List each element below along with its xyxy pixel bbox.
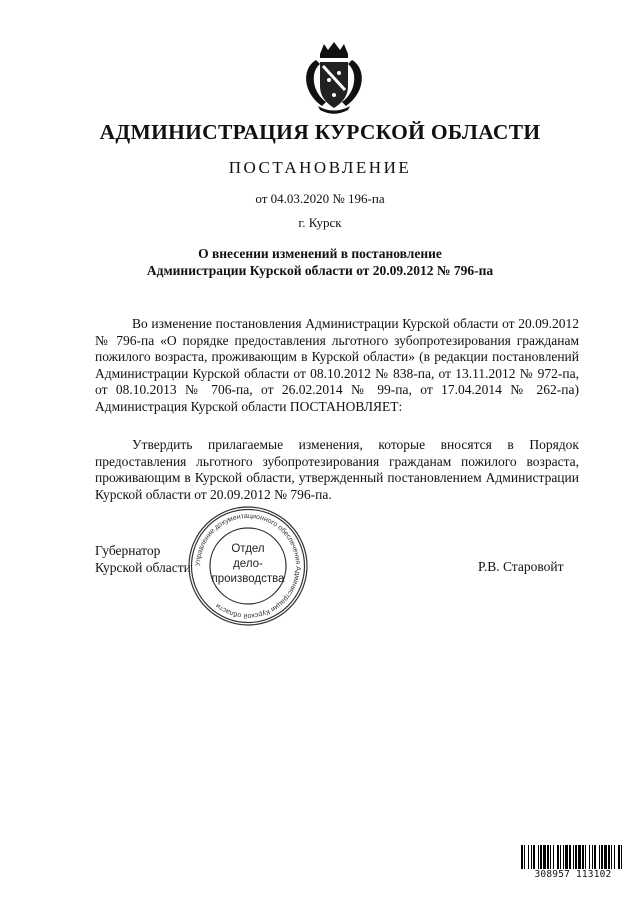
barcode-bar bbox=[582, 845, 584, 869]
barcode-bar bbox=[614, 845, 615, 869]
barcode-bar bbox=[538, 845, 539, 869]
barcode-bar bbox=[575, 845, 577, 869]
date-number: от 04.03.2020 № 196-па bbox=[255, 191, 385, 206]
coat-of-arms-icon bbox=[296, 40, 372, 116]
barcode-bar bbox=[563, 845, 564, 869]
barcode-bar bbox=[540, 845, 542, 869]
signatory-name: Р.В. Старовойт bbox=[478, 559, 564, 574]
barcode-bar bbox=[618, 845, 620, 869]
barcode-bar bbox=[604, 845, 607, 869]
barcode-bar bbox=[521, 845, 523, 869]
office-stamp bbox=[186, 504, 310, 628]
position-line: Губернатор bbox=[95, 543, 161, 558]
barcode-bar bbox=[611, 845, 612, 869]
barcode-bar bbox=[553, 845, 554, 869]
barcode-bar bbox=[524, 845, 525, 869]
barcode-bar bbox=[601, 845, 603, 869]
barcode-bar bbox=[599, 845, 600, 869]
paragraph-text: Во изменение постановления Администрации Курской области от 20.09.2012 № 796-па «О порядке предоставления льготного зубопротезирования гражданам пожилого возраста, проживающим в Курской области» (в редакции постановлений Администрации Курской области от 08.10.2012 № 838-па, от 13.11.2012 № 972-па, от 08.10.2013 № 706-па, от 26.02.2014 № 99-па, от 17.04.2014 № 262-па) Администрация Курской области ПОСТАНОВЛЯЕТ: bbox=[95, 316, 579, 414]
barcode-bar bbox=[578, 845, 581, 869]
barcode-bar bbox=[528, 845, 529, 869]
document-type: ПОСТАНОВЛЕНИЕ bbox=[228, 158, 412, 177]
subject-line: О внесении изменений в постановление bbox=[198, 246, 442, 261]
barcode-bar bbox=[533, 845, 535, 869]
barcode-bar bbox=[543, 845, 546, 869]
subject-line: Администрации Курской области от 20.09.2012 № 796-па bbox=[146, 263, 494, 278]
barcode-bar bbox=[589, 845, 590, 869]
paragraph-text: Утвердить прилагаемые изменения, которые вносятся в Порядок предоставления льготного зубопротезирования гражданам пожилого возраста, проживающим в Курской области, утвержденный постановлением Администрации Курской области от 20.09.2012 № 796-па. bbox=[95, 437, 579, 502]
body-paragraph bbox=[95, 437, 579, 503]
barcode-bar bbox=[621, 845, 622, 869]
stamp-center-line: производства bbox=[211, 573, 285, 585]
stamp-center-line: Отдел bbox=[231, 543, 265, 555]
city: г. Курск bbox=[298, 215, 342, 230]
barcode-bar bbox=[594, 845, 596, 869]
barcode-bar bbox=[550, 845, 551, 869]
document-subject bbox=[0, 245, 640, 279]
barcode-bar bbox=[569, 845, 571, 869]
barcode-bar bbox=[560, 845, 561, 869]
barcode-bar bbox=[547, 845, 549, 869]
barcode-bar bbox=[531, 845, 532, 869]
position-line: Курской области bbox=[95, 560, 191, 575]
barcode-bar bbox=[592, 845, 593, 869]
barcode-bar bbox=[585, 845, 586, 869]
signatory-position bbox=[95, 542, 191, 576]
barcode-bar bbox=[608, 845, 610, 869]
barcode-bar bbox=[565, 845, 568, 869]
organization-title: АДМИНИСТРАЦИЯ КУРСКОЙ ОБЛАСТИ bbox=[99, 120, 541, 144]
body-paragraph bbox=[95, 316, 579, 416]
barcode-number: 308957 113102 bbox=[519, 869, 627, 880]
stamp-ring-text: Управление документационного обеспечения Администрации Курской области bbox=[194, 512, 302, 620]
barcode-bar bbox=[557, 845, 559, 869]
barcode-bar bbox=[573, 845, 574, 869]
stamp-center-line: дело- bbox=[233, 558, 263, 570]
